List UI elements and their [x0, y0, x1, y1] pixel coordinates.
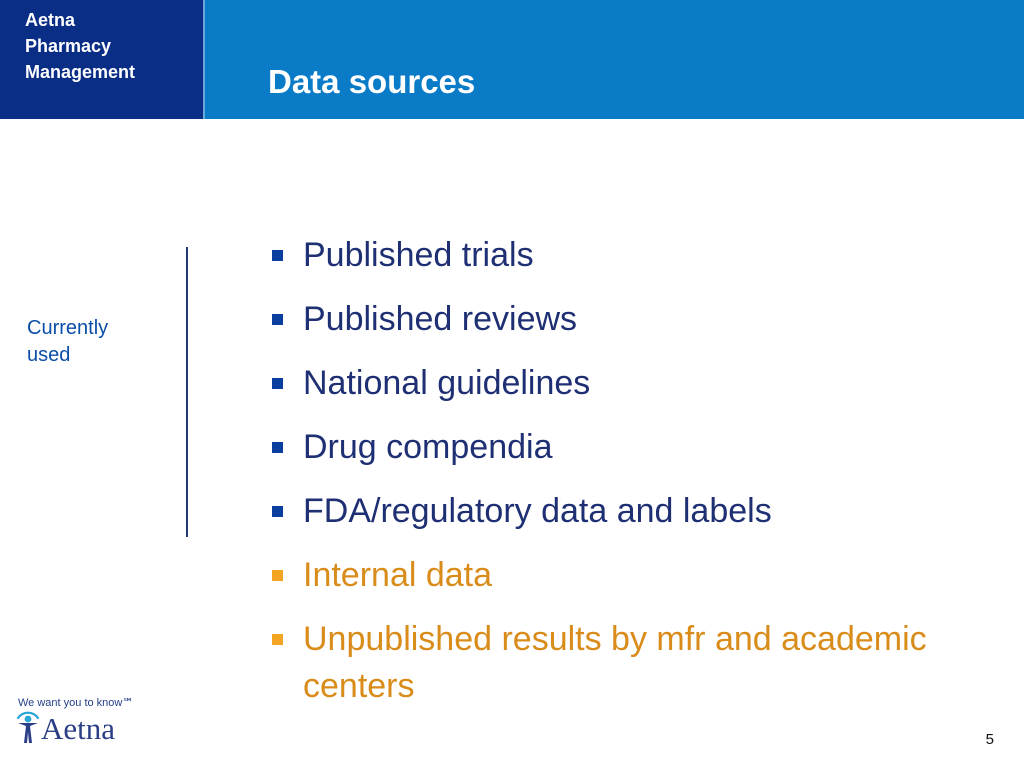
square-bullet-icon — [272, 506, 283, 517]
bullet-text: Published trials — [303, 236, 534, 274]
bullet-text: Unpublished results by mfr and academic centers — [303, 620, 927, 705]
bullet-item — [270, 552, 990, 599]
square-bullet-icon — [272, 314, 283, 325]
bullet-item — [270, 488, 990, 535]
square-bullet-icon — [272, 634, 283, 645]
tagline: We want you to know℠ — [18, 697, 134, 709]
bullet-item — [270, 232, 990, 279]
bullet-text: National guidelines — [303, 364, 591, 402]
bullet-text: Internal data — [303, 556, 493, 594]
vertical-divider — [186, 247, 188, 537]
bullet-text: Drug compendia — [303, 428, 553, 466]
bullet-text: Published reviews — [303, 300, 578, 338]
slide-title: Data sources — [268, 63, 476, 100]
square-bullet-icon — [272, 378, 283, 389]
bullet-item — [270, 424, 990, 471]
data-sources-list — [270, 232, 990, 727]
aetna-logo — [16, 709, 115, 745]
page-number: 5 — [985, 731, 994, 748]
aetna-figure-icon — [16, 709, 40, 745]
currently-used-label: Currently used — [27, 317, 109, 366]
bullet-item — [270, 296, 990, 343]
square-bullet-icon — [272, 250, 283, 261]
square-bullet-icon — [272, 442, 283, 453]
square-bullet-icon — [272, 570, 283, 581]
bullet-item — [270, 616, 990, 710]
brand-name: Aetna Pharmacy Management — [25, 10, 136, 82]
bullet-item — [270, 360, 990, 407]
brand-box — [0, 0, 205, 119]
bullet-text: FDA/regulatory data and labels — [303, 492, 772, 530]
aetna-wordmark: Aetna — [41, 711, 116, 746]
